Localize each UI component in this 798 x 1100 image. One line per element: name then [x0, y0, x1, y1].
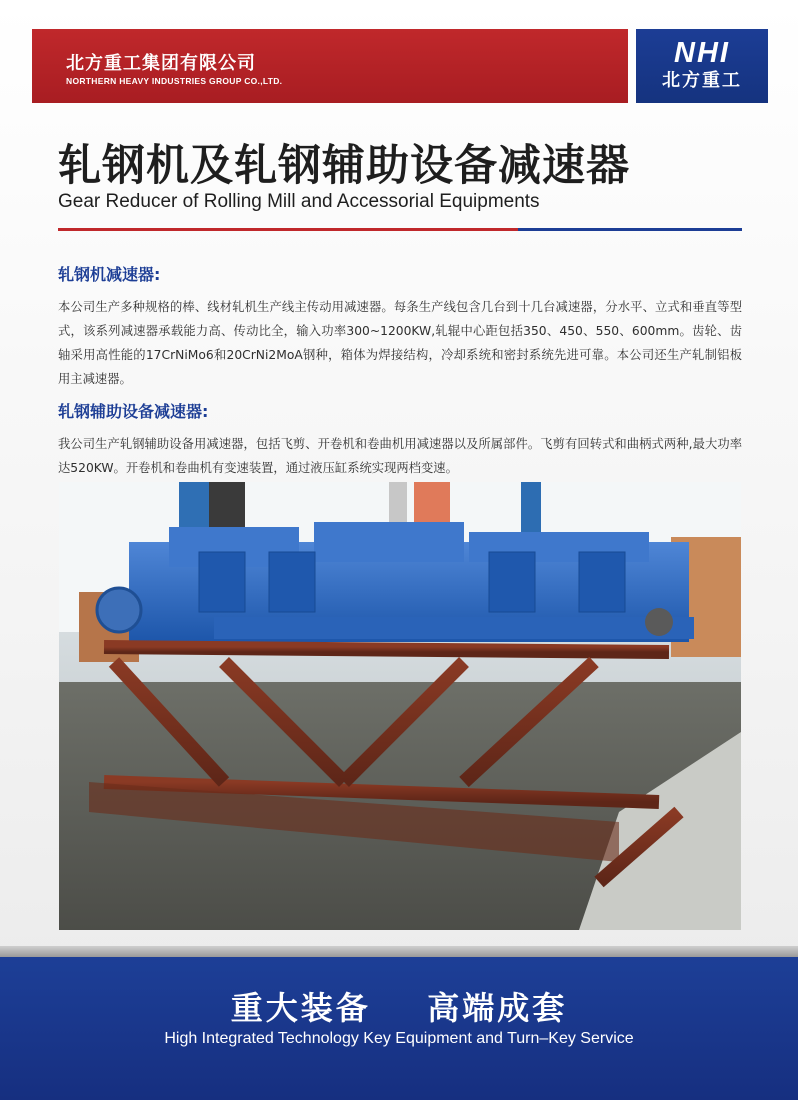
section-heading-rolling-mill: 轧钢机减速器: [58, 265, 161, 284]
section-heading-auxiliary: 轧钢辅助设备减速器: [58, 402, 209, 421]
page-title-cn: 轧钢机及轧钢辅助设备减速器 [58, 141, 630, 191]
logo-name-cn: 北方重工 [662, 70, 742, 91]
footer-slogan-cn: 重大装备 高端成套 [230, 989, 568, 1027]
nhi-logo [636, 29, 768, 103]
section-body-rolling-mill: 本公司生产多种规格的棒、线材轧机生产线主传动用减速器。每条生产线包含几台到十几台减速器，分水平、立式和垂直等型式，该系列减速器承载能力高、传动比全，输入功率300~1200KW,轧辊中心距包括350、450、550、600mm。齿轮、齿轴采用高性能的17CrNiMo6和20CrNi2MoA钢种，箱体为焊接结构，冷却系统和密封系统先进可靠。本公司还生产轧制铝板用主减速器。 [58, 300, 742, 386]
footer-banner [0, 957, 798, 1100]
footer-slogan-en: High Integrated Technology Key Equipment and Turn–Key Service [164, 1030, 634, 1047]
gear-reducer-photo [59, 482, 741, 930]
header-banner [32, 29, 628, 103]
company-name-en: NORTHERN HEAVY INDUSTRIES GROUP CO.,LTD. [66, 76, 283, 86]
footer-divider [0, 946, 798, 957]
title-rule-red [58, 228, 518, 231]
logo-mark: NHI [674, 37, 730, 69]
page-title-en: Gear Reducer of Rolling Mill and Accessorial Equipments [58, 191, 540, 212]
title-rule-blue [518, 228, 742, 231]
section-body-auxiliary: 我公司生产轧钢辅助设备用减速器，包括飞剪、开卷机和卷曲机用减速器以及所属部件。飞剪有回转式和曲柄式两种,最大功率达520KW。开卷机和卷曲机有变速装置，通过液压缸系统实现两档变速。 [58, 437, 742, 475]
company-name-cn: 北方重工集团有限公司 [66, 53, 256, 74]
